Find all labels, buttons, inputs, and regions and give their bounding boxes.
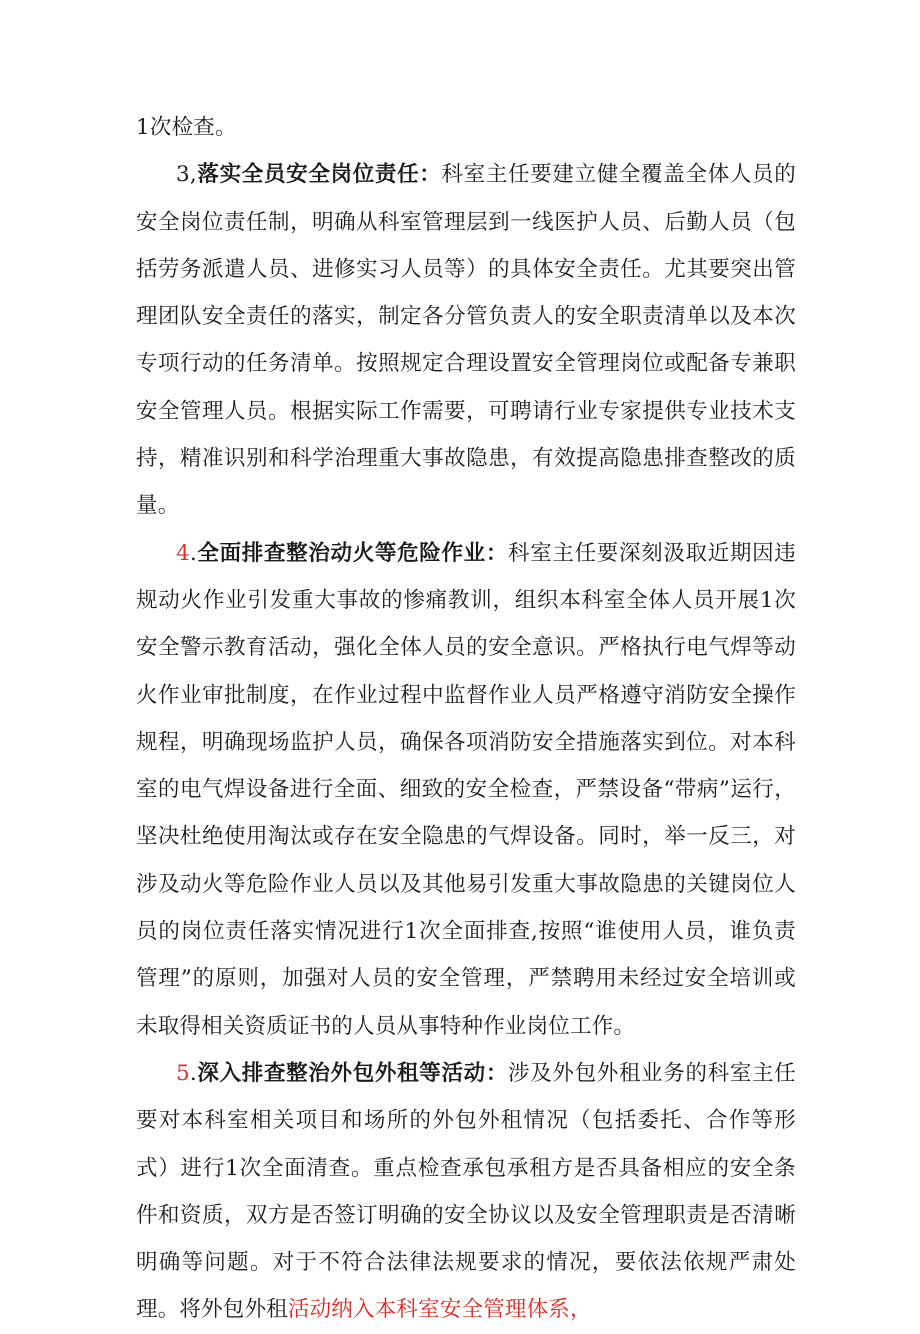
item-heading: 深入排查整治外包外租等活动： — [196, 1060, 509, 1086]
item-number: 4 — [176, 540, 190, 566]
item-body: 科室主任要深刻汲取近期因违规动火作业引发重大事故的惨痛教训，组织本科室全体人员开展1次安全警示教育活动，强化全体人员的安全意识。严格执行电气焊等动火作业审批制度，在作业过程中监督作业人员严格遵守消防安全操作规程，明确现场监护人员，确保各项消防安全措施落实到位。对本科室的电气焊设备进行全面、细致的安全检查，严禁设备“带病”运行，坚决杜绝使用淘汰或存在安全隐患的气焊设备。同时，举一反三，对涉及动火等危险作业人员以及其他易引发重大事故隐患的关键岗位人员的岗位责任落实情况进行1次全面排查,按照“谁使用人员，谁负责管理”的原则，加强对人员的安全管理，严禁聘用未经过安全培训或未取得相关资质证书的人员从事特种作业岗位工作。 — [136, 540, 796, 1039]
paragraph-continuation — [136, 104, 796, 151]
item-number-separator: . — [189, 1060, 197, 1086]
item-body: 涉及外包外租业务的科室主任要对本科室相关项目和场所的外包外租情况（包括委托、合作等形式）进行1次全面清查。重点检查承包承租方是否具备相应的安全条件和资质，双方是否签订明确的安全协议以及安全管理职责是否清晰明确等问题。对于不符合法律法规要求的情况，要依法依规严肃处理。将外包外租 — [136, 1060, 796, 1323]
item-number: 5 — [176, 1060, 190, 1086]
item-number: 3, — [176, 162, 197, 188]
item-body-highlight: 活动纳入本科室安全管理体系， — [287, 1297, 592, 1323]
paragraph-item-5 — [136, 1050, 796, 1334]
paragraph-item-4 — [136, 530, 796, 1050]
paragraph-text: 1次检查。 — [136, 115, 237, 140]
paragraph-item-3 — [136, 151, 796, 529]
item-heading: 全面排查整治动火等危险作业： — [196, 540, 509, 566]
item-number-separator: . — [189, 540, 197, 566]
document-page — [136, 104, 796, 1334]
item-heading: 落实全员安全岗位责任： — [196, 162, 442, 188]
item-body: 科室主任要建立健全覆盖全体人员的安全岗位责任制，明确从科室管理层到一线医护人员、后勤人员（包括劳务派遣人员、进修实习人员等）的具体安全责任。尤其要突出管理团队安全责任的落实，制定各分管负责人的安全职责清单以及本次专项行动的任务清单。按照规定合理设置安全管理岗位或配备专兼职安全管理人员。根据实际工作需要，可聘请行业专家提供专业技术支持，精准识别和科学治理重大事故隐患，有效提高隐患排查整改的质量。 — [136, 162, 797, 519]
